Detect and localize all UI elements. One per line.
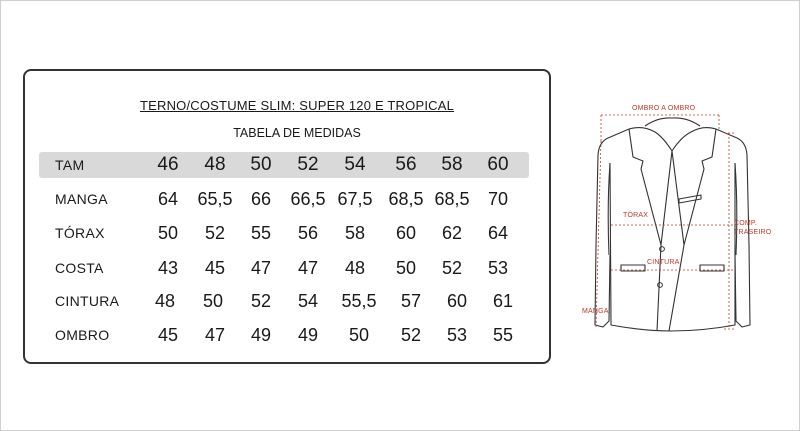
value-cell: 47 [204,325,226,345]
label-comp-line1: COMP. [734,220,758,227]
size-cell: 52 [297,154,319,175]
value-cell: 67,5 [337,189,373,209]
value-cell: 55,5 [341,291,377,311]
table-row [25,185,549,213]
value-cell: 64 [157,189,179,209]
value-cell: 43 [157,258,179,278]
value-cell: 52 [204,223,226,243]
row-label: MANGA [55,191,108,207]
row-label: TÓRAX [55,225,105,241]
value-cell: 58 [344,223,366,243]
value-cell: 70 [487,189,509,209]
table-subtitle: TABELA DE MEDIDAS [233,126,361,140]
value-cell: 52 [250,291,272,311]
label-torax: TÓRAX [623,212,649,219]
jacket-button [658,283,663,288]
label-manga: MANGA [582,308,609,315]
value-cell: 68,5 [388,189,424,209]
value-cell: 45 [157,325,179,345]
table-row [25,287,549,315]
value-cell: 49 [297,325,319,345]
value-cell: 65,5 [197,189,233,209]
value-cell: 66,5 [290,189,326,209]
value-cell: 60 [395,223,417,243]
size-cell: 56 [395,154,417,175]
value-cell: 50 [202,291,224,311]
size-cell: 46 [157,154,179,175]
value-cell: 50 [157,223,179,243]
value-cell: 50 [348,325,370,345]
row-label: CINTURA [55,293,120,309]
size-cell: 48 [204,154,226,175]
value-cell: 53 [487,258,509,278]
value-cell: 48 [344,258,366,278]
value-cell: 45 [204,258,226,278]
header-label: TAM [55,157,85,173]
value-cell: 64 [487,223,509,243]
table-row [25,219,549,247]
size-cell: 54 [344,154,366,175]
value-cell: 48 [154,291,176,311]
value-cell: 49 [250,325,272,345]
table-row [25,321,549,349]
label-comp-line2: TRASEIRO [734,229,772,236]
header-row [25,151,549,179]
value-cell: 53 [446,325,468,345]
row-label: COSTA [55,260,104,276]
table-title: TERNO/COSTUME SLIM: SUPER 120 E TROPICAL [139,98,455,113]
value-cell: 56 [297,223,319,243]
value-cell: 61 [492,291,514,311]
size-cell: 60 [487,154,509,175]
value-cell: 52 [400,325,422,345]
jacket-outline [595,118,750,331]
size-cell: 58 [441,154,463,175]
value-cell: 57 [400,291,422,311]
value-cell: 50 [395,258,417,278]
value-cell: 47 [250,258,272,278]
label-cintura: CINTURA [647,259,680,266]
table-row [25,254,549,282]
value-cell: 54 [297,291,319,311]
size-table-card [23,69,551,364]
value-cell: 55 [250,223,272,243]
value-cell: 47 [297,258,319,278]
value-cell: 68,5 [434,189,470,209]
value-cell: 60 [446,291,468,311]
jacket-diagram [563,95,783,345]
value-cell: 55 [492,325,514,345]
value-cell: 66 [250,189,272,209]
size-cell: 50 [250,154,272,175]
label-ombro-a-ombro: OMBRO A OMBRO [632,105,696,112]
measurement-guides [596,115,735,329]
value-cell: 62 [441,223,463,243]
row-label: OMBRO [55,327,110,343]
value-cell: 52 [441,258,463,278]
